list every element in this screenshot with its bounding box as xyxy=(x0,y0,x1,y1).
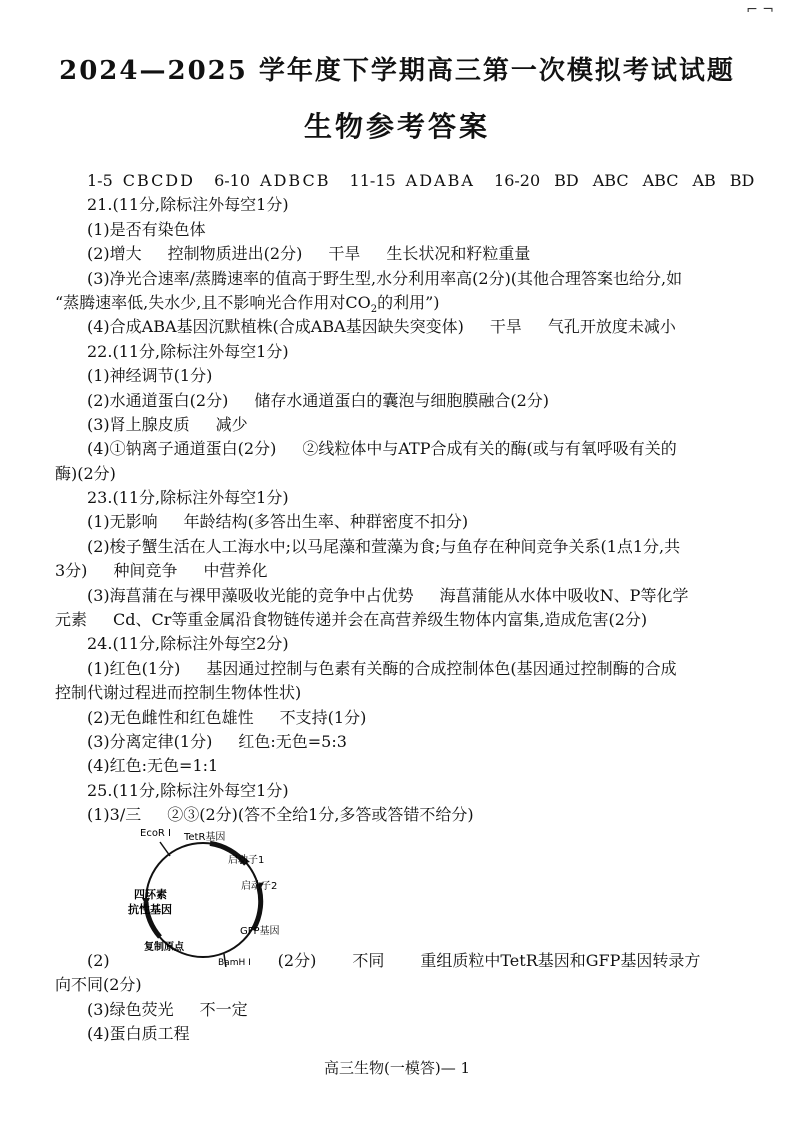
answer-text: 气孔开放度未减小 xyxy=(547,317,676,337)
tet-resistance-label-1: 四环素 xyxy=(134,888,167,901)
q23-answer-2: (2)梭子蟹生活在人工海水中;以马尾藻和萱藻为食;与鱼存在种间竞争关系(1点1分,共 xyxy=(87,536,681,556)
answer-text: 干旱 xyxy=(328,244,361,264)
answer-text: 年龄结构(多答出生率、种群密度不扣分) xyxy=(183,512,469,532)
answer-text: 中营养化 xyxy=(203,561,268,581)
q24-answer-1-cont: 控制代谢过程进而控制生物体性状) xyxy=(55,683,302,703)
q25-answer-4: (4)蛋白质工程 xyxy=(87,1024,190,1044)
q21-heading: 21.(11分,除标注外每空1分) xyxy=(87,195,289,215)
answer-text: 基因通过控制与色素有关酶的合成控制体色(基因通过控制酶的合成 xyxy=(206,658,677,678)
q25-continued xyxy=(55,949,745,1047)
mcq-answer: CBCDD xyxy=(122,171,195,190)
mcq-range: 1-5 xyxy=(87,171,113,190)
ori-label: 复制原点 xyxy=(144,942,184,953)
answer-text: (2)水通道蛋白(2分) xyxy=(87,390,229,410)
answer-key-title: 生物参考答案 xyxy=(303,110,490,143)
ecori-site-tick xyxy=(160,842,170,856)
q25-answer-3 xyxy=(55,998,745,1022)
promoter1-label: 启动子1 xyxy=(228,855,265,866)
answer-text: (4)①钠离子通道蛋白(2分) xyxy=(87,439,277,459)
answer-text: 不一定 xyxy=(199,999,248,1019)
q23-answer-2-cont xyxy=(55,559,745,583)
answer-text: “蒸腾速率低,失水少,且不影响光合作用对CO xyxy=(55,292,371,312)
mcq-answer: ABC xyxy=(592,171,629,190)
q25-answer-2-cont: 向不同(2分) xyxy=(55,975,142,995)
answer-text: Cd、Cr等重金属沿食物链传递并会在高营养级生物体内富集,造成危害(2分) xyxy=(113,610,648,630)
mcq-answer: AB xyxy=(692,171,716,190)
answer-text: 生长状况和籽粒重量 xyxy=(386,244,531,264)
answer-text: (2)增大 xyxy=(87,244,142,264)
page-footer: 高三生物(一模答)— 1 xyxy=(323,1059,471,1077)
tet-resistance-label-2: 抗性基因 xyxy=(128,903,172,916)
mcq-range: 16-20 xyxy=(494,171,541,190)
answer-body xyxy=(55,169,755,828)
answer-text: 的利用”) xyxy=(377,292,440,312)
answer-text: (3)海菖蒲在与裸甲藻吸收光能的竞争中占优势 xyxy=(87,585,414,605)
q23-answer-3-cont xyxy=(55,608,745,632)
mcq-answer: BD xyxy=(554,171,579,190)
q21-answer-1: (1)是否有染色体 xyxy=(87,219,206,239)
q21-answer-3: (3)净光合速率/蒸腾速率的值高于野生型,水分利用率高(2分)(其他合理答案也给分,如 xyxy=(87,268,683,288)
answer-text: 不同 xyxy=(352,951,385,970)
mcq-answers xyxy=(55,169,755,193)
mcq-range: 6-10 xyxy=(214,171,251,190)
q23-heading: 23.(11分,除标注外每空1分) xyxy=(87,488,289,508)
answer-text: ②线粒体中与ATP合成有关的酶(或与有氧呼吸有关的 xyxy=(302,439,677,459)
answer-text: 重组质粒中TetR基因和GFP基因转录方 xyxy=(420,951,701,970)
answer-text: 元素 xyxy=(55,610,88,630)
answer-text: (3)肾上腺皮质 xyxy=(87,414,190,434)
q22-heading: 22.(11分,除标注外每空1分) xyxy=(87,341,289,361)
q24-answer-3 xyxy=(55,730,745,754)
q21-answer-2 xyxy=(55,242,745,266)
answer-text: ②③(2分)(答不全给1分,多答或答错不给分) xyxy=(167,805,474,825)
answer-text: 种间竞争 xyxy=(113,561,178,581)
q25-answer-2 xyxy=(55,949,745,973)
mcq-range: 11-15 xyxy=(349,171,396,190)
answer-text: 红色:无色=5:3 xyxy=(238,731,347,751)
answer-text: (1)红色(1分) xyxy=(87,658,181,678)
gfp-label: GFP基因 xyxy=(240,926,280,937)
mcq-group xyxy=(214,169,330,193)
mcq-group xyxy=(350,169,475,193)
answer-text: 不支持(1分) xyxy=(279,707,367,727)
answer-text: (2) xyxy=(87,951,110,970)
q22-answer-3 xyxy=(55,413,745,437)
ecori-label: EcoR Ⅰ xyxy=(140,828,172,839)
q22-answer-1: (1)神经调节(1分) xyxy=(87,366,213,386)
promoter2-label: 启动子2 xyxy=(241,881,278,892)
answer-text: 减少 xyxy=(215,414,248,434)
q21-answer-4 xyxy=(55,315,745,339)
answer-text: 干旱 xyxy=(489,317,522,337)
q24-answer-1 xyxy=(55,657,745,681)
q24-answer-2 xyxy=(55,706,745,730)
answer-text: (4)合成ABA基因沉默植株(合成ABA基因缺失突变体) xyxy=(87,317,464,337)
q25-heading: 25.(11分,除标注外每空1分) xyxy=(87,780,289,800)
exam-title: 2024—2025 学年度下学期高三第一次模拟考试试题 xyxy=(59,56,735,86)
mcq-answer: BD xyxy=(729,171,755,190)
answer-text: (2)无色雌性和红色雄性 xyxy=(87,707,254,727)
mcq-answer: ABC xyxy=(642,171,679,190)
q23-answer-3 xyxy=(55,584,745,608)
corner-crop-mark: ⌐ ¬ xyxy=(746,2,774,18)
q22-answer-2 xyxy=(55,389,745,413)
answer-text: 储存水通道蛋白的囊泡与细胞膜融合(2分) xyxy=(254,390,550,410)
mcq-answer: ADABA xyxy=(405,171,475,190)
plasmid-diagram xyxy=(108,822,318,967)
q22-answer-4-cont: 酶)(2分) xyxy=(55,463,116,483)
plasmid-svg xyxy=(108,822,318,967)
answer-text: 控制物质进出(2分) xyxy=(167,244,303,264)
mcq-answer: ADBCB xyxy=(260,171,331,190)
answer-text: (2分) xyxy=(277,951,317,970)
answer-text: 3分) xyxy=(55,561,88,581)
q22-answer-4 xyxy=(55,437,745,461)
q23-answer-1 xyxy=(55,510,745,534)
q21-answer-3-cont xyxy=(55,291,745,315)
q24-answer-4: (4)红色:无色=1:1 xyxy=(87,756,219,776)
mcq-group xyxy=(87,169,195,193)
answer-text: (1)3/三 xyxy=(87,805,142,825)
subscript: 2 xyxy=(370,304,378,316)
tetr-label: TetR基因 xyxy=(184,832,226,843)
answer-text: (3)分离定律(1分) xyxy=(87,731,213,751)
answer-text: (3)绿色荧光 xyxy=(87,999,174,1019)
bamhi-label: BamH Ⅰ xyxy=(218,958,251,967)
answer-text: 海菖蒲能从水体中吸收N、P等化学 xyxy=(439,585,689,605)
q24-heading: 24.(11分,除标注外每空2分) xyxy=(87,634,289,654)
answer-text: (1)无影响 xyxy=(87,512,158,532)
